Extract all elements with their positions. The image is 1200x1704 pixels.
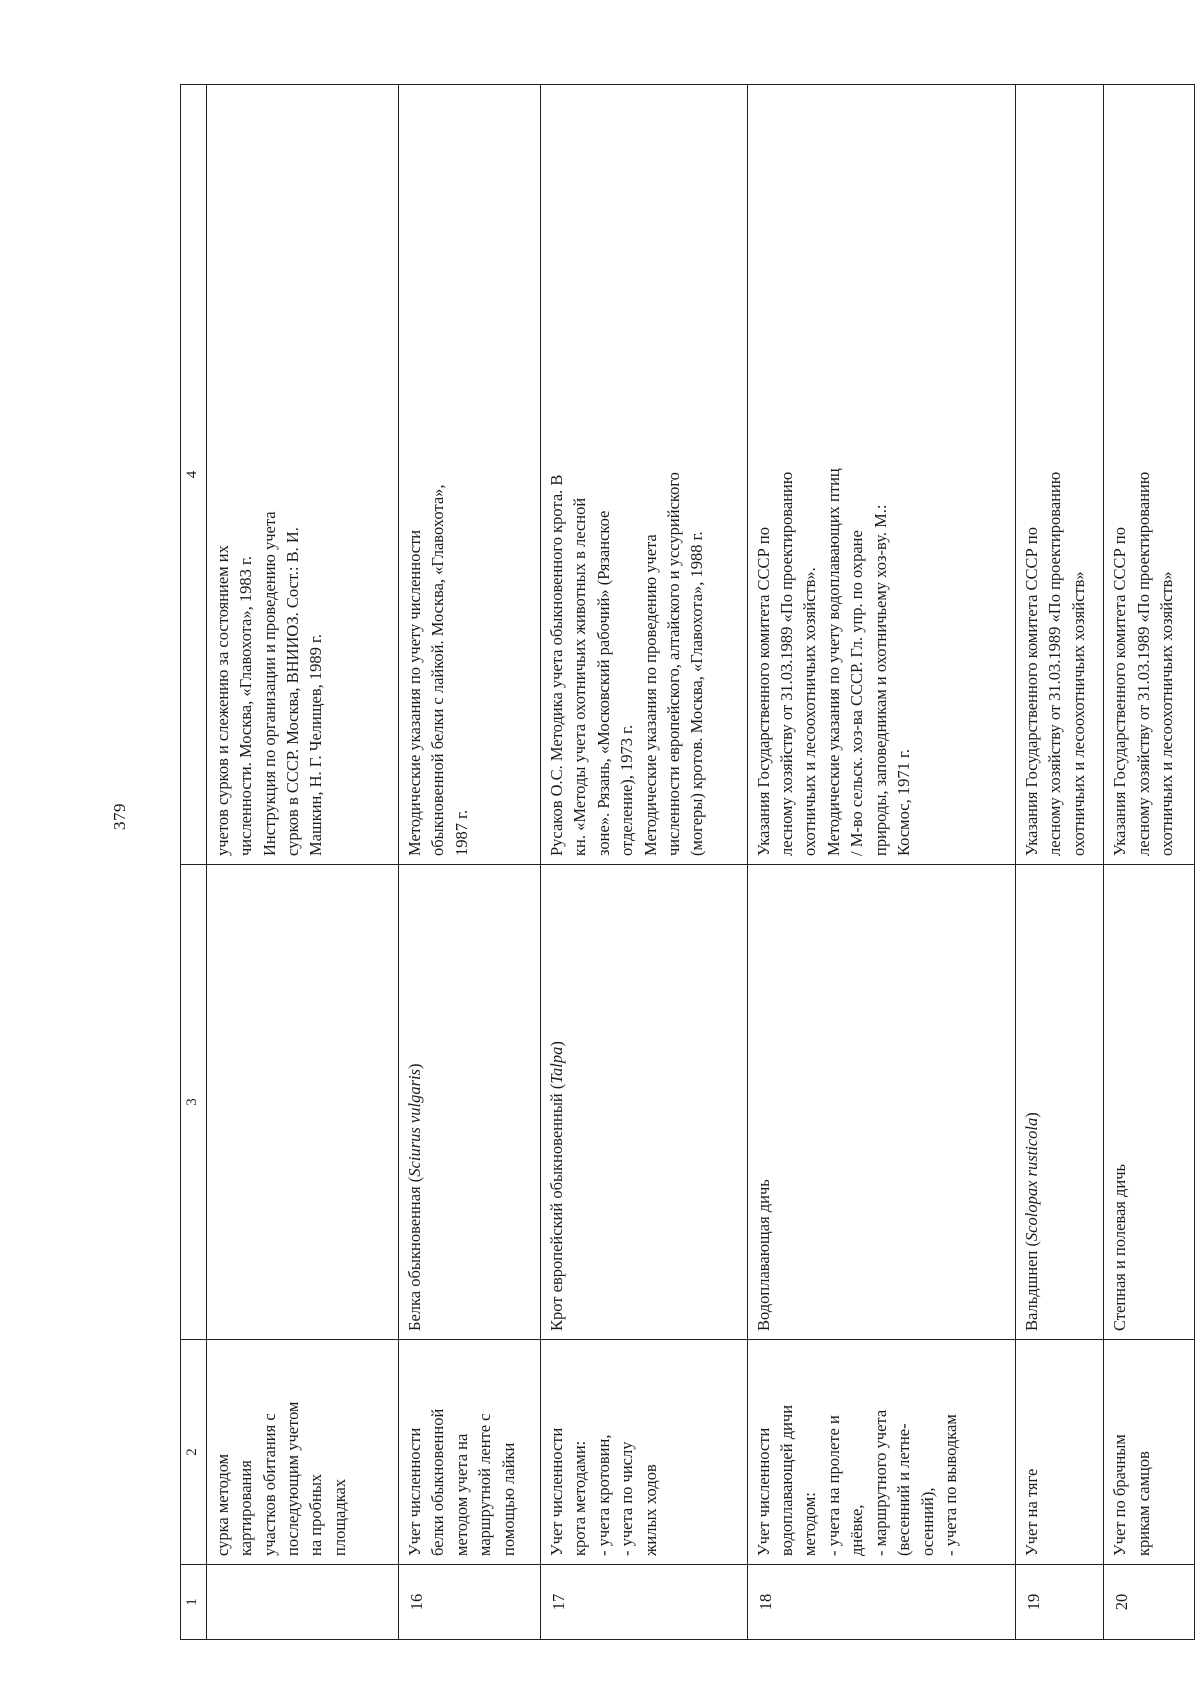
reference-line: Указания Государственного комитета СССР по (1021, 527, 1041, 856)
method-cell (398, 1340, 540, 1565)
reference-line: кн. «Методы учета охотничьих животных в лесной (570, 497, 590, 856)
method-line: - учета кротовин, (593, 1434, 613, 1556)
latin-name: Scolopax rusticola (1021, 1117, 1041, 1242)
reference-line: природы, заповедникам и охотничьему хоз-ву. М.: (870, 504, 890, 856)
reference-line: отделение), 1973 г. (617, 724, 637, 856)
row-number-cell (206, 1565, 398, 1640)
reference-line: лесному хозяйству от 31.03.1989 «По проектированию (1045, 471, 1065, 856)
row-number-cell: 17 (540, 1565, 747, 1640)
method-line: водоплавающей дичи (777, 1404, 797, 1556)
reference-line: обыкновенной белки с лайкой. Москва, «Главохота», (428, 484, 448, 856)
reference-cell (540, 85, 747, 865)
method-line: Учет на тяге (1021, 1468, 1041, 1556)
reference-line: сурков в СССР. Москва, ВНИИОЗ. Сост.: В. И. (282, 527, 302, 856)
object-cell (540, 865, 747, 1340)
reference-cell (1104, 85, 1195, 865)
object-cell (747, 865, 1015, 1340)
reference-line: (могеры) кротов. Москва, «Главохота», 1988 г. (687, 531, 707, 856)
object-name-close: ) (546, 1041, 566, 1047)
method-line: крикам самцов (1133, 1451, 1153, 1556)
method-line: крота методами: (570, 1440, 590, 1556)
table-row (1104, 85, 1195, 1640)
method-line: маршрутной ленте с (475, 1413, 495, 1556)
reference-cell (206, 85, 398, 865)
object-name-close: ) (1021, 1112, 1041, 1118)
object-name: Крот европейский обыкновенный ( (546, 1083, 566, 1331)
object-cell (206, 865, 398, 1340)
reference-line: Методические указания по проведению учета (640, 534, 660, 856)
latin-name: Sciurus vulgaris (404, 1068, 424, 1177)
method-cell (1015, 1340, 1104, 1565)
page-number: 379 (110, 803, 129, 830)
method-line: помощью лайки (498, 1442, 518, 1556)
object-cell (398, 865, 540, 1340)
reference-line: численности европейского, алтайского и уссурийского (663, 472, 683, 856)
reference-line: лесному хозяйству от 31.03.1989 «По проектированию (777, 471, 797, 856)
method-line: на пробных (306, 1473, 326, 1556)
row-number-cell: 18 (747, 1565, 1015, 1640)
table-body (206, 85, 1194, 1640)
method-line: площадках (329, 1478, 349, 1556)
table-row (206, 85, 398, 1640)
object-name: Степная и полевая дичь (1110, 1163, 1130, 1331)
reference-line: Инструкция по организации и проведению учета (259, 511, 279, 856)
latin-name: Talpa (546, 1046, 566, 1084)
header-cell-4: 4 (181, 85, 207, 865)
method-line: - учета по выводкам (941, 1414, 960, 1556)
method-line: белки обыкновенной (428, 1408, 448, 1556)
method-line: днёвке, (847, 1504, 867, 1556)
reference-line: Указания Государственного комитета СССР по (1110, 527, 1130, 856)
method-line: осенний), (917, 1487, 937, 1556)
reference-line: Указания Государственного комитета СССР по (753, 527, 773, 856)
method-line: - маршрутного учета (870, 1409, 890, 1556)
method-line: жилых ходов (640, 1464, 660, 1556)
reference-line: Методические указания по учету водоплавающих птиц (823, 468, 843, 856)
method-line: (весенний и летне- (894, 1423, 914, 1556)
method-line: методом: (800, 1492, 820, 1556)
table-header-row (181, 85, 207, 1640)
method-line: Учет численности (404, 1427, 424, 1556)
method-line: последующим учетом (282, 1401, 302, 1556)
header-cell-3: 3 (181, 865, 207, 1340)
method-line: Учет по брачным (1110, 1434, 1130, 1556)
method-cell (747, 1340, 1015, 1565)
header-cell-1: 1 (181, 1565, 207, 1640)
table-row (398, 85, 540, 1640)
methods-table (180, 84, 1195, 1640)
reference-line: зоне». Рязань, «Московский рабочий» (Рязанское (593, 510, 613, 856)
row-number-cell: 19 (1015, 1565, 1104, 1640)
reference-cell (398, 85, 540, 865)
reference-line: охотничьих и лесоохотничьих хозяйств». (800, 567, 820, 856)
table-row (747, 85, 1015, 1640)
method-cell (206, 1340, 398, 1565)
table-row (1015, 85, 1104, 1640)
row-number-cell: 16 (398, 1565, 540, 1640)
reference-line: численности. Москва, «Главохота», 1983 г. (236, 555, 256, 856)
reference-line: лесному хозяйству от 31.03.1989 «По проектированию (1133, 471, 1153, 856)
method-line: - учета на пролете и (823, 1415, 843, 1556)
reference-line: охотничьих и лесоохотничьих хозяйств» (1157, 571, 1177, 856)
method-line: Учет численности (753, 1427, 773, 1556)
method-line: участков обитания с (259, 1413, 279, 1556)
method-line: методом учета на (451, 1433, 471, 1556)
row-number-cell: 20 (1104, 1565, 1195, 1640)
object-name: Белка обыкновенная ( (404, 1176, 424, 1331)
reference-line: учетов сурков и слежению за состоянием их (212, 545, 232, 856)
reference-line: охотничьих и лесоохотничьих хозяйств» (1068, 571, 1088, 856)
object-name-close: ) (404, 1063, 424, 1069)
object-cell (1015, 865, 1104, 1340)
reference-line: Русаков О.С. Методика учета обыкновенного крота. В (546, 474, 566, 856)
reference-cell (747, 85, 1015, 865)
method-cell (540, 1340, 747, 1565)
reference-line: Методические указания по учету численности (404, 529, 424, 856)
method-cell (1104, 1340, 1195, 1565)
reference-line: Машкин, Н. Г. Челищев, 1989 г. (306, 633, 326, 856)
method-line: - учета по числу (617, 1441, 637, 1556)
reference-line: Космос, 1971 г. (894, 748, 914, 856)
reference-line: / М-во сельск. хоз-ва СССР. Гл. упр. по охране (847, 530, 867, 856)
table-row (540, 85, 747, 1640)
method-line: сурка методом (212, 1453, 232, 1556)
header-cell-2: 2 (181, 1340, 207, 1565)
reference-line: 1987 г. (451, 809, 471, 856)
object-name: Водоплавающая дичь (753, 1179, 773, 1331)
reference-cell (1015, 85, 1104, 865)
table-container (180, 85, 1195, 1640)
object-cell (1104, 865, 1195, 1340)
object-name: Вальдшнеп ( (1021, 1241, 1041, 1331)
method-line: картирования (236, 1460, 256, 1556)
method-line: Учет численности (546, 1427, 566, 1556)
